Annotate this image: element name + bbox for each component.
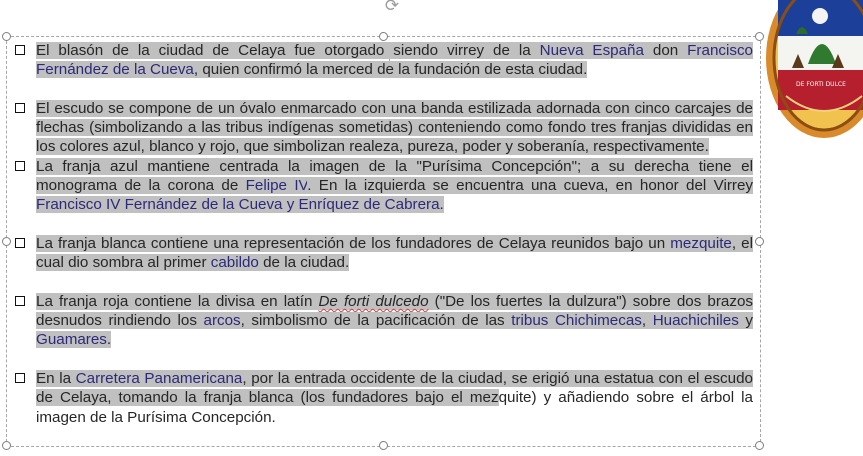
list-item[interactable] [15, 41, 753, 80]
square-bullet-icon [15, 161, 25, 171]
square-bullet-icon [15, 373, 25, 383]
hyperlink[interactable]: cabildo [210, 254, 259, 272]
list-item[interactable] [15, 99, 753, 157]
text-run: , por la entrada occidente de la ciudad, se erigió una estatua con el escudo de Celaya, tomando la franja blanca (los fundadores bajo el mez [36, 370, 753, 407]
text-run: El blasón de la ciudad de Celaya fue otorgado siendo virrey de la [36, 42, 540, 59]
resize-handle-top-left[interactable] [2, 32, 11, 41]
celaya-coat-of-arms-image [762, 0, 863, 146]
text-run: ("De los fuertes la dulzura") sobre dos brazos desnudos rindiendo los [36, 292, 754, 330]
text-run: quite) y añadiendo sobre el árbol la imagen de la Purísima Concepción. [36, 389, 753, 426]
bulleted-list[interactable] [15, 41, 753, 427]
text-run: , quien confirmó la merced de la fundación de esta ciudad. [193, 61, 588, 79]
resize-handle-bottom-left[interactable] [2, 441, 11, 450]
text-run: , simbolismo de la pacificación de las [240, 312, 512, 330]
text-run: . En la izquierda se encuentra una cueva, en honor del Virrey [307, 177, 754, 195]
text-run: y [738, 312, 753, 330]
text-run: La franja roja contiene la divisa en latín [36, 292, 319, 310]
hyperlink[interactable]: arcos [203, 312, 241, 330]
hyperlink[interactable]: mezquite [670, 234, 732, 252]
hyperlink[interactable]: Francisco Fernández de la Cueva [36, 42, 753, 79]
hyperlink[interactable]: Guamares [36, 331, 107, 349]
text-run: , [641, 312, 653, 330]
list-item[interactable] [15, 369, 753, 427]
square-bullet-icon [15, 45, 25, 55]
hyperlink[interactable]: tribus Chichimecas [511, 312, 642, 330]
text-run: . [106, 331, 112, 349]
text-run: . [439, 196, 444, 214]
rotate-handle-icon[interactable]: ⟳ [384, 0, 400, 16]
hyperlink[interactable]: Carretera Panamericana [75, 370, 243, 388]
list-item[interactable] [15, 292, 753, 350]
text-run: El escudo se compone de un óvalo enmarcado con una banda estilizada adornada con cinco carcajes de flechas (simbolizando a las tribus indígenas sometidas) conteniendo como fondo tres franjas divididas en los colores azul, blanco y rojo, que simbolizan realeza, pureza, poder y soberanía, respectivamente. [36, 99, 753, 156]
svg-text:DE FORTI DULCE: DE FORTI DULCE [796, 81, 846, 88]
hyperlink[interactable]: Francisco IV Fernández de la Cueva y Enríquez de Cabrera [36, 196, 440, 214]
list-item[interactable] [15, 157, 753, 215]
square-bullet-icon [15, 296, 25, 306]
text-run: En la [36, 370, 76, 388]
hyperlink[interactable]: Nueva España [539, 42, 644, 59]
square-bullet-icon [15, 103, 25, 113]
resize-handle-bottom-right[interactable] [755, 441, 764, 450]
square-bullet-icon [15, 238, 25, 248]
list-item[interactable] [15, 234, 753, 273]
resize-handle-top-center[interactable] [379, 32, 388, 41]
resize-handle-middle-right[interactable] [755, 237, 764, 246]
hyperlink[interactable]: Felipe IV [245, 177, 308, 195]
text-run: , el cual dio sombra al primer [36, 234, 754, 272]
text-run: don [643, 42, 688, 59]
text-run: La franja azul mantiene centrada la imagen de la "Purísima Concepción"; a su derecha tiene el monograma de la corona de [36, 157, 753, 195]
text-run: de la ciudad. [258, 254, 350, 272]
text-run: La franja blanca contiene una representación de los fundadores de Celaya reunidos bajo un [36, 234, 671, 252]
resize-handle-middle-left[interactable] [2, 237, 11, 246]
hyperlink[interactable]: Huachichiles [652, 312, 739, 330]
italic-text: De forti dulcedo [318, 292, 429, 310]
resize-handle-bottom-center[interactable] [379, 441, 388, 450]
